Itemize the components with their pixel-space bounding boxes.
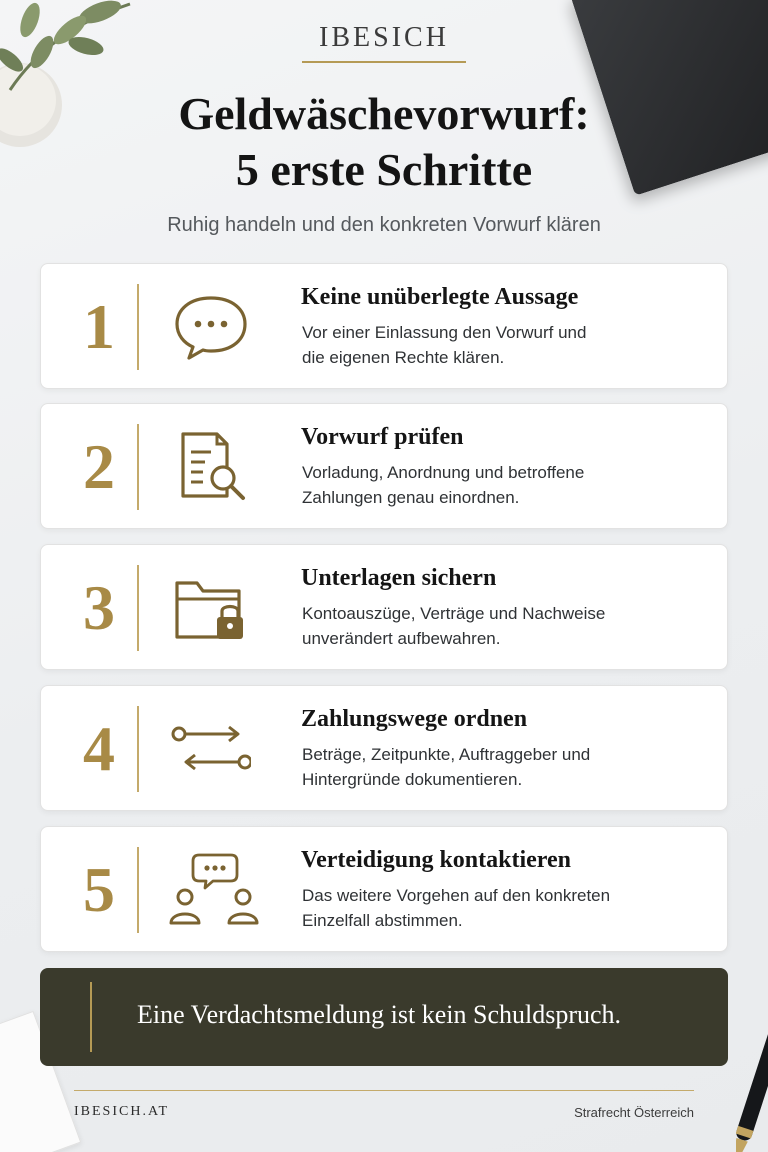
step-description-line: unverändert aufbewahren. — [302, 629, 501, 648]
step-description-line: Vorladung, Anordnung und betroffene — [302, 463, 585, 482]
brand-name: IBESICH — [319, 22, 449, 53]
step-description — [302, 320, 702, 370]
step-card-3 — [40, 544, 728, 670]
title-line-1: Geldwäschevorwurf: — [178, 88, 590, 139]
footer-tagline: Strafrecht Österreich — [574, 1105, 694, 1120]
title-line-2: 5 erste Schritte — [235, 144, 533, 195]
people-conversation-icon — [169, 853, 259, 927]
step-number: 3 — [83, 572, 115, 643]
step-description-line: die eigenen Rechte klären. — [302, 348, 505, 367]
step-description-line: Kontoauszüge, Verträge und Nachweise — [302, 604, 606, 623]
step-title: Zahlungswege ordnen — [301, 706, 528, 732]
banner-text: Eine Verdachtsmeldung ist kein Schuldspruch. — [137, 1000, 622, 1029]
step-description-line: Das weitere Vorgehen auf den konkreten — [302, 886, 611, 905]
step-title: Verteidigung kontaktieren — [301, 847, 572, 873]
step-description-line: Zahlungen genau einordnen. — [302, 488, 520, 507]
step-divider — [137, 706, 139, 792]
step-title: Vorwurf prüfen — [301, 424, 464, 450]
step-divider — [137, 284, 139, 370]
step-description-line: Beträge, Zeitpunkte, Auftraggeber und — [302, 745, 591, 764]
step-card-2 — [40, 403, 728, 529]
document-search-icon — [171, 430, 251, 504]
step-number: 2 — [83, 431, 115, 502]
step-divider — [137, 424, 139, 510]
step-number: 1 — [83, 291, 115, 362]
step-description — [302, 742, 702, 792]
key-message-banner — [40, 968, 728, 1066]
step-description-line: Hintergründe dokumentieren. — [302, 770, 523, 789]
step-title: Keine unüberlegte Aussage — [301, 284, 579, 310]
step-card-4 — [40, 685, 728, 811]
transfer-arrows-icon — [171, 712, 251, 786]
footer-website: IBESICH.AT — [74, 1104, 170, 1119]
folder-lock-icon — [171, 571, 251, 645]
step-number: 4 — [83, 713, 115, 784]
step-description-line: Einzelfall abstimmen. — [302, 911, 463, 930]
banner-accent-bar — [90, 982, 92, 1052]
page-title — [0, 86, 768, 198]
step-card-5 — [40, 826, 728, 952]
step-card-1 — [40, 263, 728, 389]
brand-underline — [302, 61, 466, 63]
step-description-line: Vor einer Einlassung den Vorwurf und — [302, 323, 587, 342]
pen-decoration — [736, 1012, 768, 1152]
step-divider — [137, 847, 139, 933]
page-subtitle: Ruhig handeln und den konkreten Vorwurf klären — [167, 214, 601, 236]
step-description — [302, 883, 702, 933]
step-divider — [137, 565, 139, 651]
step-description — [302, 460, 702, 510]
footer-divider — [74, 1090, 694, 1091]
step-title: Unterlagen sichern — [301, 565, 497, 591]
step-number: 5 — [83, 854, 115, 925]
speech-bubble-icon — [171, 290, 251, 364]
step-description — [302, 601, 702, 651]
